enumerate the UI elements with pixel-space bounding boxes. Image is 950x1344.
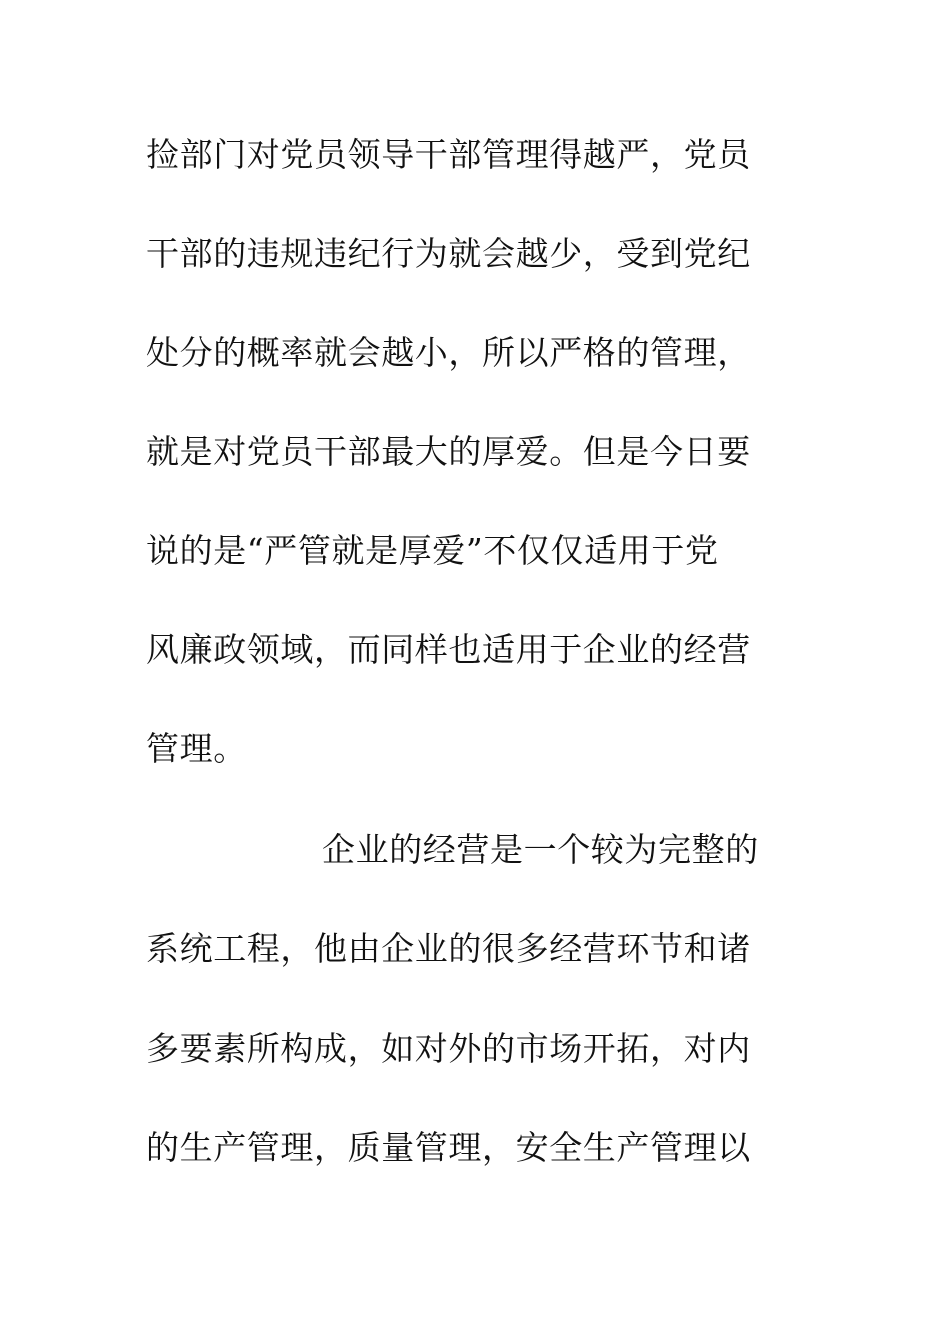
text-line: 的生产管理，质量管理，安全生产管理以 — [146, 1128, 751, 1167]
text-line: 捡部门对党员领导干部管理得越严，党员 — [146, 135, 751, 174]
text-line: 风廉政领域，而同样也适用于企业的经营 — [146, 630, 751, 669]
text-line: 干部的违规违纪行为就会越少，受到党纪 — [146, 234, 751, 273]
text-line: 管理。 — [146, 729, 247, 768]
paragraph-start-line: 企业的经营是一个较为完整的 — [322, 830, 759, 869]
text-line: 就是对党员干部最大的厚爱。但是今日要 — [146, 432, 751, 471]
text-line: 处分的概率就会越小，所以严格的管理， — [146, 333, 751, 372]
text-line: 说的是“严管就是厚爱”不仅仅适用于党 — [146, 531, 719, 570]
text-line: 多要素所构成，如对外的市场开拓，对内 — [146, 1029, 751, 1068]
text-line: 系统工程，他由企业的很多经营环节和诸 — [146, 929, 751, 968]
